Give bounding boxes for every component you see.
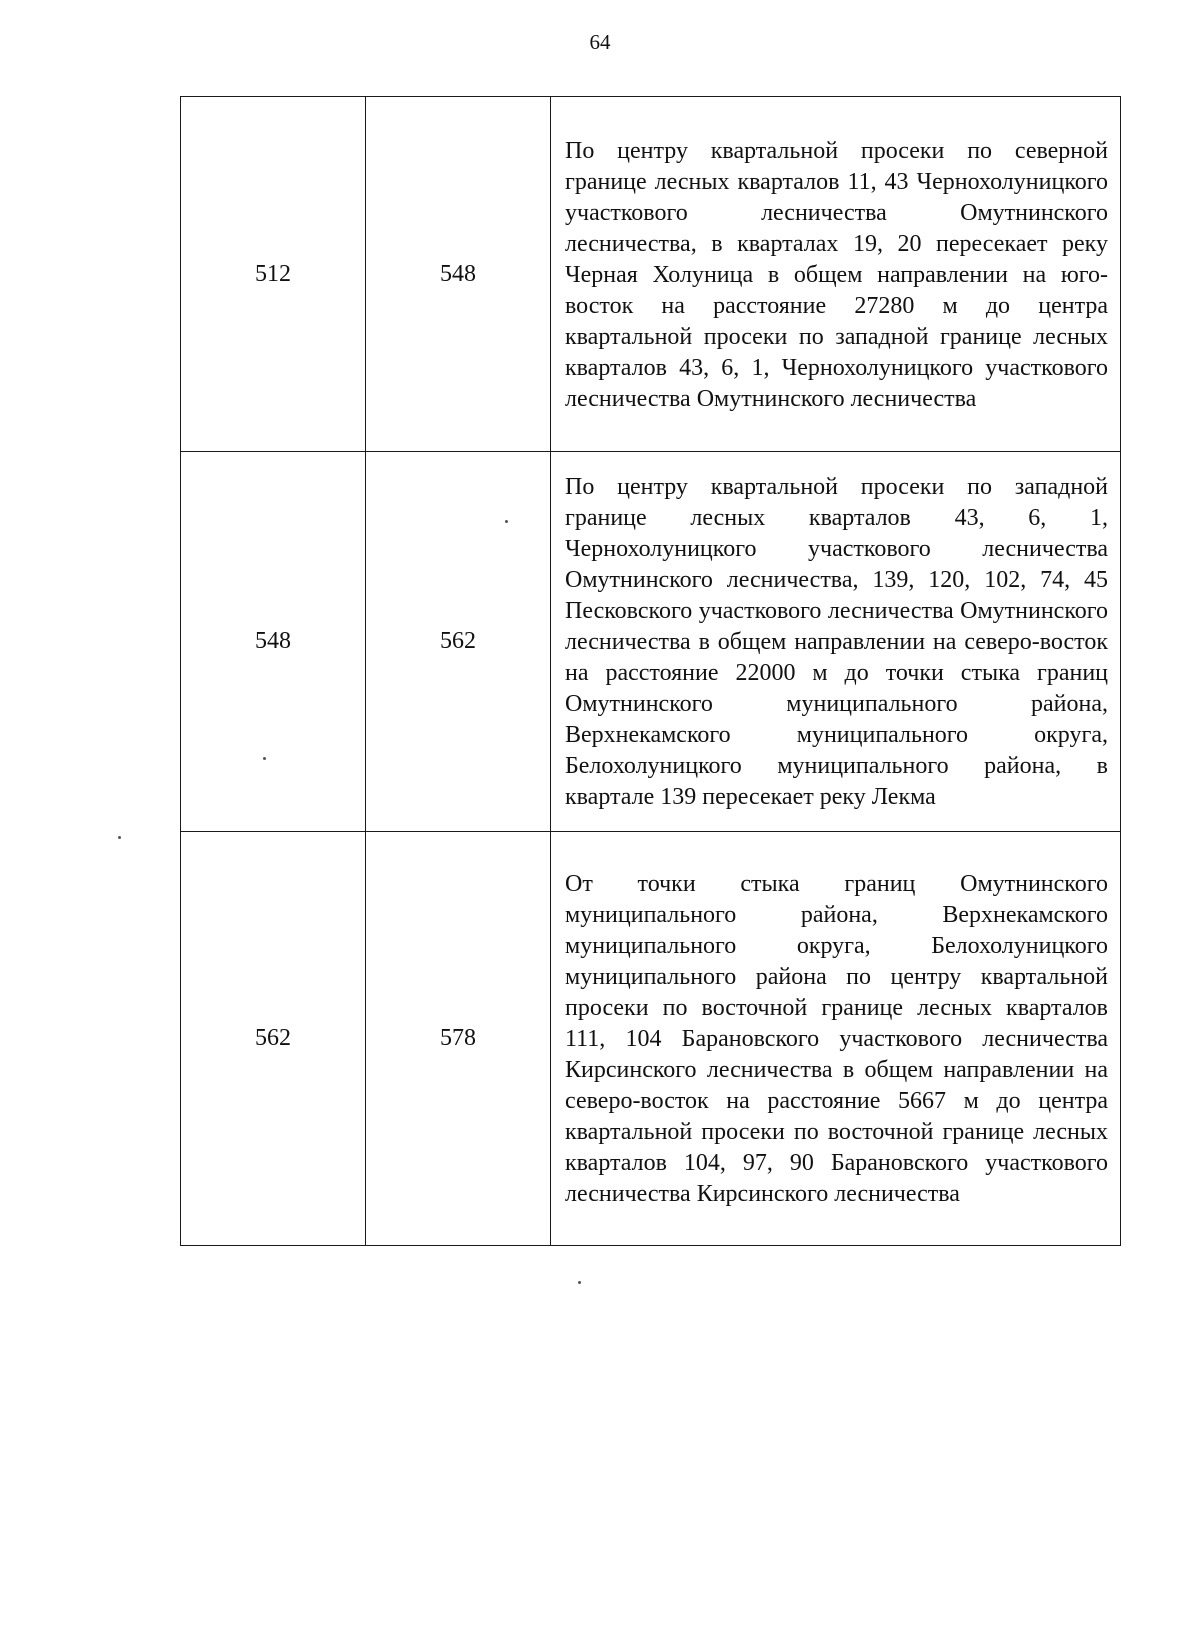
scan-speck [505, 520, 508, 523]
scan-speck [578, 1281, 581, 1284]
table-row [181, 452, 1121, 832]
point-from-cell: 512 [181, 97, 366, 452]
point-from-cell: 548 [181, 452, 366, 832]
point-from-cell: 562 [181, 832, 366, 1246]
boundary-description-cell: От точки стыка границ Омутнинского муниципального района, Верхнекамского муниципального округа, Белохолуницкого муниципального района по центру квартальной просеки по восточной границе лесных кварталов 111, 104 Барановского участкового лесничества Кирсинского лесничества в общем направлении на северо-восток на расстояние 5667 м до центра квартальной просеки по восточной границе лесных кварталов 104, 97, 90 Барановского участкового лесничества Кирсинского лесничества [551, 832, 1121, 1246]
page-number: 64 [589, 30, 611, 54]
scan-speck [263, 757, 266, 760]
table-row [181, 832, 1121, 1246]
boundary-description-cell: По центру квартальной просеки по западной границе лесных кварталов 43, 6, 1, Чернохолуницкого участкового лесничества Омутнинского лесничества, 139, 120, 102, 74, 45 Песковского участкового лесничества Омутнинского лесничества в общем направлении на северо-восток на расстояние 22000 м до точки стыка границ Омутнинского муниципального района, Верхнекамского муниципального округа, Белохолуницкого муниципального района, в квартале 139 пересекает реку Лекма [551, 452, 1121, 832]
point-to-cell: 562 [366, 452, 551, 832]
point-to-cell: 578 [366, 832, 551, 1246]
table-row [181, 97, 1121, 452]
boundary-description-cell: По центру квартальной просеки по северной границе лесных кварталов 11, 43 Чернохолуницкого участкового лесничества Омутнинского лесничества, в кварталах 19, 20 пересекает реку Черная Холуница в общем направлении на юго-восток на расстояние 27280 м до центра квартальной просеки по западной границе лесных кварталов 43, 6, 1, Чернохолуницкого участкового лесничества Омутнинского лесничества [551, 97, 1121, 452]
boundary-table [180, 96, 1121, 1246]
point-to-cell: 548 [366, 97, 551, 452]
scan-speck [118, 836, 121, 839]
